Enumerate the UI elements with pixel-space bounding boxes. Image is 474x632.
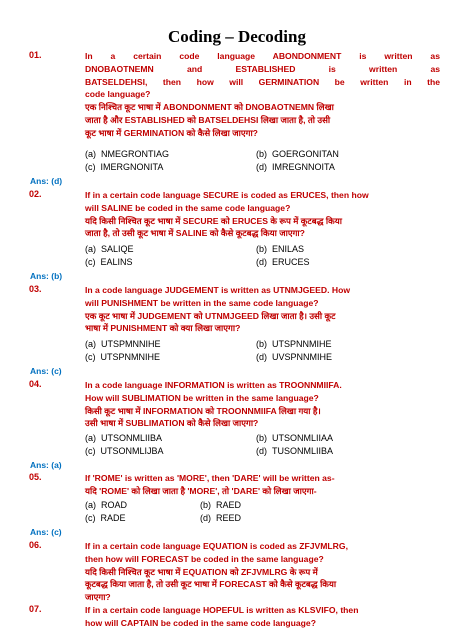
- option-a: (a) UTSONMLIIBA: [85, 433, 163, 443]
- question-number: 06.: [29, 540, 42, 550]
- answer-label: Ans: (d): [30, 176, 63, 186]
- question-text-hindi: यदि 'ROME' को लिखा जाता है 'MORE', तो 'DARE' को लिखा जाएगा-: [85, 485, 317, 496]
- question-text-line: How will SUBLIMATION be written in the same language?: [85, 392, 319, 403]
- question-text-hindi: जाता है और ESTABLISHED को BATSELDEHSI लिखा जाता है, तो उसी: [85, 114, 331, 125]
- option-d: (d) IMREGNNOITA: [256, 162, 335, 172]
- option-c: (c) IMERGNONITA: [85, 162, 164, 172]
- question-text-hindi: किसी कूट भाषा में INFORMATION को TROONNMIIFA लिखा गया है।: [85, 405, 321, 416]
- question-text-hindi: जाता है, तो उसी कूट भाषा में SALINE को कैसे कूटबद्ध किया जाएगा?: [85, 228, 305, 239]
- answer-label: Ans: (c): [30, 366, 62, 376]
- option-b: (b) ENILAS: [256, 244, 305, 254]
- question-6: [29, 540, 440, 604]
- option-c: (c) UTSPNMNIHE: [85, 352, 161, 362]
- question-text-line: If in a certain code language SECURE is coded as ERUCES, then how: [85, 190, 369, 200]
- question-text-line: then how will FORECAST be coded in the same language?: [85, 553, 324, 564]
- question-number: 05.: [29, 472, 42, 482]
- question-text-line: code language?: [85, 89, 151, 100]
- option-b: (b) UTSONMLIIAA: [256, 433, 334, 443]
- question-number: 04.: [29, 379, 42, 389]
- option-c: (c) UTSONMLIJBA: [85, 446, 164, 456]
- option-a: (a) SALIQE: [85, 244, 134, 254]
- question-text-line: DNOBAOTNEMN and ESTABLISHED is written as: [85, 63, 440, 74]
- question-text-line: how will CAPTAIN be coded in the same code language?: [85, 617, 316, 628]
- question-number: 01.: [29, 50, 42, 60]
- question-text-hindi: एक कूट भाषा में JUDGEMENT को UTNMJGEED लिखा जाता है। उसी कूट: [85, 310, 336, 321]
- question-text-line: will SALINE be coded in the same code language?: [85, 202, 291, 213]
- question-text-hindi: यदि किसी निश्चित कूट भाषा में EQUATION को ZFJVMLRG के रूप में: [85, 566, 318, 577]
- answer-label: Ans: (a): [30, 460, 62, 470]
- question-number: 02.: [29, 189, 42, 199]
- page-title: Coding – Decoding: [168, 27, 306, 46]
- option-c: (c) RADE: [85, 513, 126, 523]
- option-d: (d) TUSONMLIIBA: [256, 446, 334, 456]
- question-text-line: BATSELDEHSI, then how will GERMINATION be written in the: [85, 76, 440, 87]
- option-b: (b) GOERGONITAN: [256, 149, 339, 159]
- answer-label: Ans: (c): [30, 527, 62, 537]
- question-1: [29, 50, 440, 140]
- question-number: 03.: [29, 284, 42, 294]
- option-a: (a) ROAD: [85, 500, 128, 510]
- question-text-line: If 'ROME' is written as 'MORE', then 'DARE' will be written as-: [85, 473, 335, 483]
- question-text-hindi: भाषा में PUNISHMENT को क्या लिखा जाएगा?: [85, 323, 241, 334]
- option-b: (b) RAED: [200, 500, 242, 510]
- question-text-hindi: एक निश्चित कूट भाषा में ABONDONMENT को DNOBAOTNEMN लिखा: [85, 102, 334, 113]
- question-number: 07.: [29, 604, 42, 614]
- question-text-line: If in a certain code language EQUATION is coded as ZFJVMLRG,: [85, 541, 348, 551]
- question-text-line: In a code language INFORMATION is written as TROONNMIIFA.: [85, 380, 342, 390]
- question-text-hindi: जाएगा?: [85, 592, 111, 603]
- question-text-line: If in a certain code language HOPEFUL is written as KLSVIFO, then: [85, 605, 359, 615]
- option-d: (d) UVSPNNMIHE: [256, 352, 333, 362]
- question-text-hindi: कूट भाषा में GERMINATION को कैसे लिखा जाएगा?: [85, 127, 258, 138]
- question-text-line: In a certain code language ABONDONMENT is written as: [85, 51, 440, 61]
- question-text-hindi: कूटबद्ध किया जाता है, तो उसी कूट भाषा में FORECAST को कैसे कूटबद्ध किया: [85, 579, 337, 590]
- option-c: (c) EALINS: [85, 257, 133, 267]
- question-text-hindi: यदि किसी निश्चित कूट भाषा में SECURE को ERUCES के रूप में कूटबद्ध किया: [85, 215, 342, 226]
- question-5: [29, 472, 440, 498]
- question-text-line: will PUNISHMENT be written in the same code language?: [85, 297, 319, 308]
- option-b: (b) UTSPNNMIHE: [256, 339, 332, 349]
- question-7: [29, 604, 440, 630]
- question-3: [29, 284, 440, 335]
- question-2: [29, 189, 440, 240]
- question-text-hindi: उसी भाषा में SUBLIMATION को कैसे लिखा जाएगा?: [85, 418, 259, 429]
- question-4: [29, 379, 440, 430]
- option-d: (d) REED: [200, 513, 242, 523]
- option-d: (d) ERUCES: [256, 257, 310, 267]
- option-a: (a) UTSPMNNIHE: [85, 339, 161, 349]
- answer-label: Ans: (b): [30, 271, 63, 281]
- question-text-line: In a code language JUDGEMENT is written as UTNMJGEED. How: [85, 285, 351, 295]
- option-a: (a) NMEGRONTIAG: [85, 149, 170, 159]
